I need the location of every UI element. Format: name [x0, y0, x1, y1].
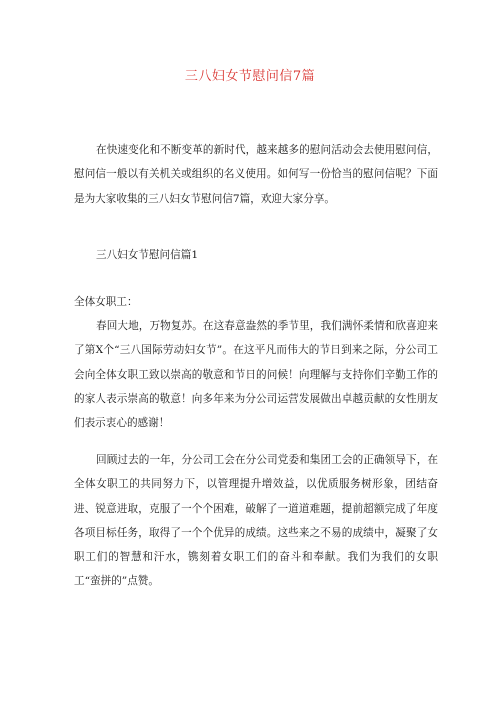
- body-paragraph-2: 回顾过去的一年，分公司工会在分公司党委和集团工会的正确领导下，在全体女职工的共同努力下，以管理提升增效益，以优质服务树形象，团结奋进、锐意进取，克服了一个个困难，破解了一道道难题，提前超额完成了年度各项目标任务，取得了一个个优异的成绩。这些来之不易的成绩中，凝聚了女职工们的智慧和汗水，镌刻着女职工们的奋斗和奉献。我们为我们的女职工“蛮拼的”点赞。: [74, 454, 438, 588]
- body-paragraph-1: 春回大地，万物复苏。在这春意盎然的季节里，我们满怀柔情和欣喜迎来了第X个“三八国际劳动妇女节”。在这平凡而伟大的节日到来之际，分公司工会向全体女职工致以崇高的敬意和节日的问候！向理解与支持你们辛勤工作的的家人表示崇高的敬意！向多年来为分公司运营发展做出卓越贡献的女性朋友们表示衷心的感谢！: [74, 320, 438, 430]
- document-title: 三八妇女节慰问信7篇: [184, 69, 316, 84]
- section-heading: 三八妇女节慰问信篇1: [96, 249, 199, 261]
- intro-paragraph: 在快速变化和不断变革的新时代，越来越多的慰问活动会去使用慰问信，慰问信一般以有关机关或组织的名义使用。如何写一份恰当的慰问信呢？下面是为大家收集的三八妇女节慰问信7篇，欢迎大家分享。: [74, 144, 438, 205]
- salutation: 全体女职工：: [74, 296, 138, 308]
